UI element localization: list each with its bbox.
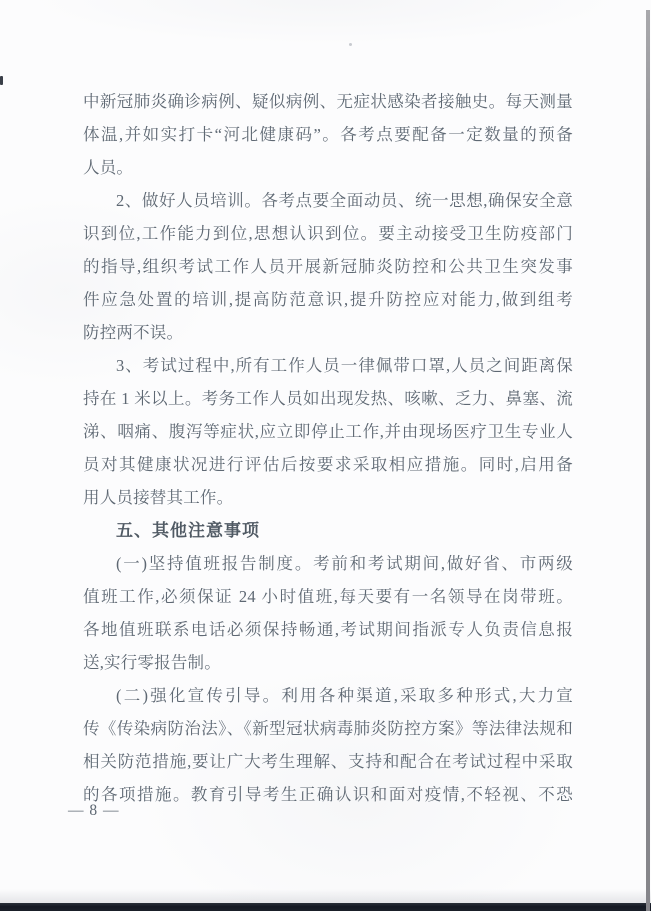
text-line: (一)坚持值班报告制度。考前和考试期间,做好省、市两级 bbox=[116, 554, 573, 573]
text-line: 各地值班联系电话必须保持畅通,考试期间指派专人负责信息报 bbox=[83, 620, 573, 639]
para-duty-report-system bbox=[83, 547, 573, 679]
text-line: 体温,并如实打卡“河北健康码”。各考点要配备一定数量的预备 bbox=[83, 125, 573, 144]
text-line: 员对其健康状况进行评估后按要求采取相应措施。同时,启用备 bbox=[83, 455, 573, 474]
text-line: 的各项措施。教育引导考生正确认识和面对疫情,不轻视、不恐 bbox=[83, 785, 573, 804]
text-line: 的指导,组织考试工作人员开展新冠肺炎防控和公共卫生突发事 bbox=[83, 257, 573, 276]
text-line: 识到位,工作能力到位,思想认识到位。要主动接受卫生防疫部门 bbox=[83, 224, 573, 243]
text-line: 用人员接替其工作。 bbox=[83, 488, 234, 507]
scan-shadow-bottom bbox=[0, 889, 651, 903]
text-line: 值班工作,必须保证 24 小时值班,每天要有一名领导在岗带班。 bbox=[83, 587, 573, 606]
document-body bbox=[83, 85, 573, 811]
scan-edge-right bbox=[646, 10, 650, 911]
text-line: 送,实行零报告制。 bbox=[83, 653, 221, 672]
text-line: 2、做好人员培训。各考点要全面动员、统一思想,确保安全意 bbox=[116, 191, 573, 210]
para-preparation-continued bbox=[83, 85, 573, 184]
text-line: 传《传染病防治法》、《新型冠状病毒肺炎防控方案》等法律法规和 bbox=[83, 719, 573, 738]
text-line: 防控两不误。 bbox=[83, 323, 184, 342]
text-line: 持在 1 米以上。考务工作人员如出现发热、咳嗽、乏力、鼻塞、流 bbox=[83, 389, 573, 408]
text-line: 涕、咽痛、腹泻等症状,应立即停止工作,并由现场医疗卫生专业人 bbox=[83, 422, 573, 441]
scan-speck-left bbox=[0, 76, 3, 85]
scan-edge-bottom bbox=[0, 903, 651, 911]
text-line: 相关防范措施,要让广大考生理解、支持和配合在考试过程中采取 bbox=[83, 752, 573, 771]
heading-other-notes bbox=[83, 514, 573, 547]
scan-speck-top bbox=[349, 43, 352, 46]
para-exam-process bbox=[83, 349, 573, 514]
text-line: 人员。 bbox=[83, 158, 134, 177]
para-publicity-guidance bbox=[83, 679, 573, 811]
text-line: 五、其他注意事项 bbox=[116, 521, 260, 540]
text-line: 件应急处置的培训,提高防范意识,提升防控应对能力,做到组考 bbox=[83, 290, 573, 309]
text-line: 中新冠肺炎确诊病例、疑似病例、无症状感染者接触史。每天测量 bbox=[83, 92, 573, 111]
para-personnel-training bbox=[83, 184, 573, 349]
text-line: (二)强化宣传引导。利用各种渠道,采取多种形式,大力宣 bbox=[116, 686, 573, 705]
text-line: 3、考试过程中,所有工作人员一律佩带口罩,人员之间距离保 bbox=[116, 356, 573, 375]
page-number: — 8 — bbox=[68, 802, 120, 819]
